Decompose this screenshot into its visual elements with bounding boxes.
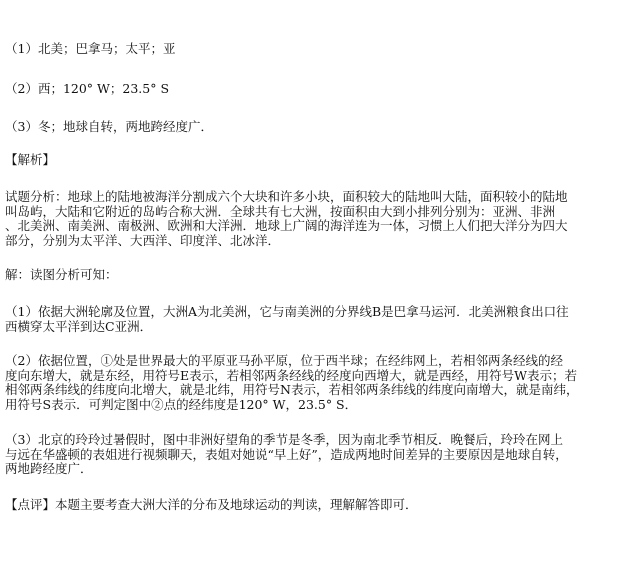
point-3-line: 与远在华盛顿的表姐进行视频聊天，表姐对她说“早上好”，造成两地时间差异的主要原因是地球自转， [5, 447, 568, 462]
point-3-line: 两地跨经度广． [5, 462, 93, 476]
point-3-line: （3）北京的玲玲过暑假时，图中非洲好望角的季节是冬季，因为南北季节相反．晚餐后，玲玲在网上 [5, 433, 563, 447]
analysis-header: 【解析】 [5, 152, 56, 167]
analysis-intro-line: 、北美洲、南美洲、南极洲、欧洲和大洋洲．地球上广阔的海洋连为一体，习惯上人们把大洋分为四大 [5, 219, 568, 233]
point-2-line: （2）依据位置，①处是世界最大的平原亚马孙平原，位于西半球；在经纬网上，若相邻两条经线的经 [5, 354, 563, 368]
analysis-intro-line: 部分，分别为太平洋、大西洋、印度洋、北冰洋． [5, 233, 281, 248]
point-1 [5, 305, 624, 334]
answer-2: （2）西；120° W；23.5° S [5, 81, 170, 96]
answer-3: （3）冬；地球自转，两地跨经度广． [5, 119, 213, 134]
point-2-line: 相邻两条纬线的纬度向北增大，就是北纬，用符号N表示，若相邻两条纬线的纬度向南增大，就是南纬， [5, 383, 579, 397]
point-2 [5, 354, 624, 412]
point-2-line: 用符号S表示．可判定图中②点的经纬度是120° W，23.5° S． [5, 397, 358, 412]
analysis-intro-line: 叫岛屿，大陆和它附近的岛屿合称大洲．全球共有七大洲，按面积由大到小排列分别为：亚洲、非洲 [5, 204, 556, 219]
analysis-intro [5, 190, 624, 248]
point-1-line: 西横穿太平洋到达C亚洲． [5, 319, 153, 334]
point-3 [5, 433, 624, 477]
analysis-intro-line: 试题分析：地球上的陆地被海洋分割成六个大块和许多小块，面积较大的陆地叫大陆，面积较小的陆地 [5, 190, 568, 204]
comment: 【点评】本题主要考查大洲大洋的分布及地球运动的判读，理解解答即可． [5, 497, 418, 512]
point-1-line: （1）依据大洲轮廓及位置，大洲A为北美洲，它与南美洲的分界线B是巴拿马运河．北美洲粮食出口往 [5, 305, 569, 319]
solution-lead: 解：读图分析可知： [5, 267, 118, 282]
answer-1: （1）北美；巴拿马；太平；亚 [5, 41, 176, 56]
point-2-line: 度向东增大，就是东经，用符号E表示，若相邻两条经线的经度向西增大，就是西经，用符号W表示；若 [5, 368, 577, 383]
